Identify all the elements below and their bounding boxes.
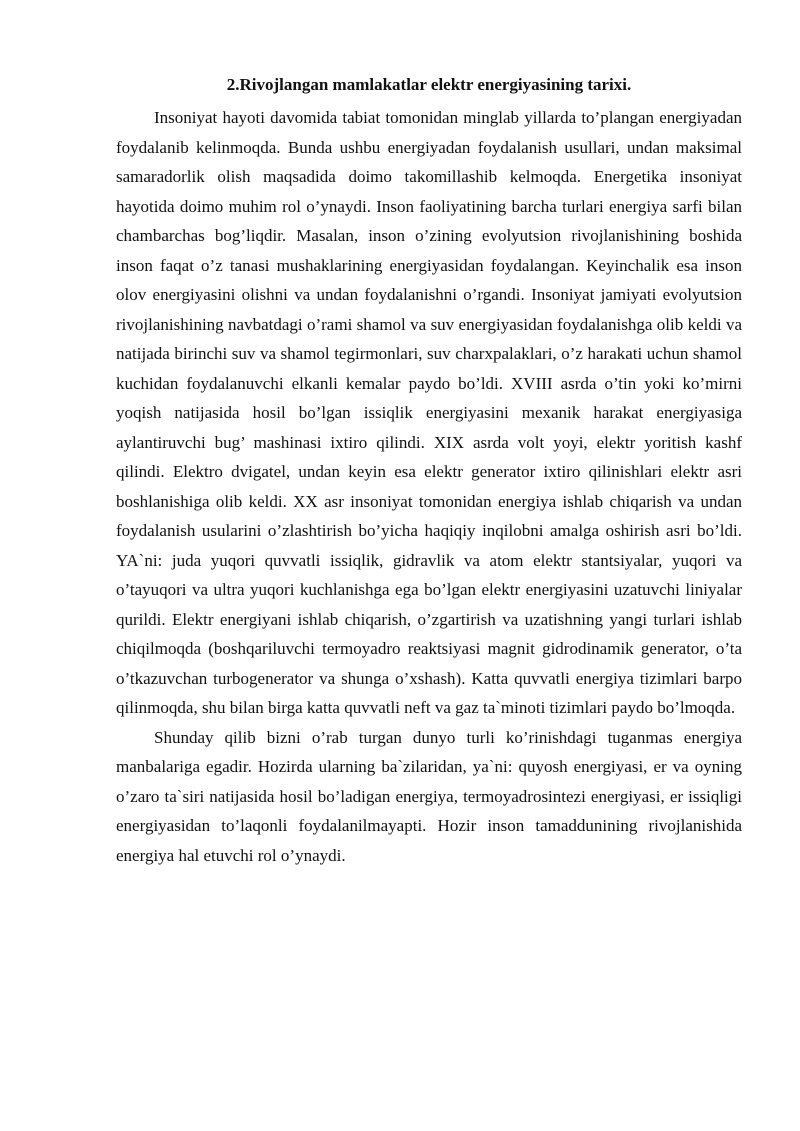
paragraph-energy-sources: Shunday qilib bizni o’rab turgan dunyo turli ko’rinishdagi tuganmas energiya manbalariga egadir. Hozirda ularning ba`zilaridan, ya`ni: quyosh energiyasi, er va oyning o’zaro ta`siri natijasida hosil bo’ladigan energiya, termoyadrosintezi energiyasi, er issiqligi energiyasidan to’laqonli foydalanilmayapti. Hozir inson tamaddunining rivojlanishida energiya hal etuvchi rol o’ynaydi. [116, 727, 742, 865]
section-title: 2.Rivojlangan mamlakatlar elektr energiyasining tarixi. [226, 75, 632, 94]
paragraph-energy-history: Insoniyat hayoti davomida tabiat tomonidan minglab yillarda to’plangan energiyadan foydalanib kelinmoqda. Bunda ushbu energiyadan foydalanish usullari, undan maksimal samaradorlik olish maqsadida doimo takomillashib kelmoqda. Energetika insoniyat hayotida doimo muhim rol o’ynaydi. Inson faoliyatining barcha turlari energiya sarfi bilan chambarchas bog’liqdir. Masalan, inson o’zining evolyutsion rivojlanishining boshida inson faqat o’z tanasi mushaklarining energiyasidan foydalangan. Keyinchalik esa inson olov energiyasini olishni va undan foydalanishni o’rgandi. Insoniyat jamiyati evolyutsion rivojlanishining navbatdagi o’rami shamol va suv energiyasidan foydalanishga olib keldi va natijada birinchi suv va shamol tegirmonlari, suv charxpalaklari, o’z harakati uchun shamol kuchidan foydalanuvchi elkanli kemalar paydo bo’ldi. XVIII asrda o’tin yoki ko’mirni yoqish natijasida hosil bo’lgan issiqlik energiyasini mexanik harakat energiyasiga aylantiruvchi bug’ mashinasi ixtiro qilindi. XIX asrda volt yoyi, elektr yoritish kashf qilindi. Elektro dvigatel, undan keyin esa elektr generator ixtiro qilinishlari elektr asri boshlanishiga olib keldi. XX asr insoniyat tomonidan energiya ishlab chiqarish va undan foydalanish usularini o’zlashtirish bo’yicha haqiqiy inqilobni amalga oshirish asri bo’ldi. YA`ni: juda yuqori quvvatli issiqlik, gidravlik va atom elektr stantsiyalar, yuqori va o’tayuqori va ultra yuqori kuchlanishga ega bo’lgan elektr energiyasini uzatuvchi liniyalar qurildi. Elektr energiyani ishlab chiqarish, o’zgartirish va uzatishning yangi turlari ishlab chiqilmoqda (boshqariluvchi termoyadro reaktsiyasi magnit gidrodinamik generator, o’ta o’tkazuvchan turbogenerator va shunga o’xshash). Katta quvvatli energiya tizimlari barpo qilinmoqda, shu bilan birga katta quvvatli neft va gaz ta`minoti tizimlari paydo bo’lmoqda. [116, 108, 742, 717]
document-body [116, 71, 742, 870]
